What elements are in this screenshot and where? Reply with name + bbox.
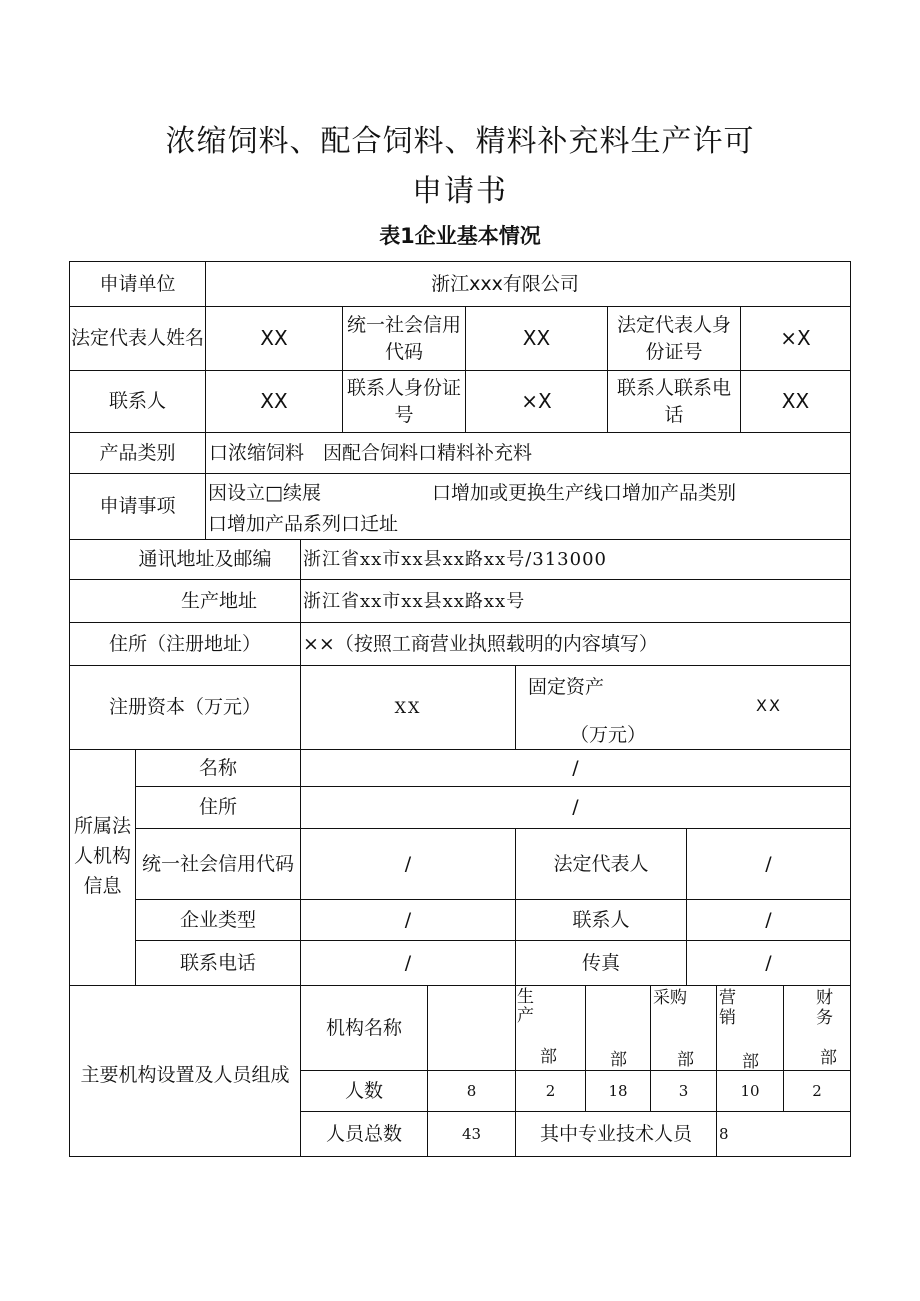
headcount-cell: 8 — [466, 1081, 477, 1100]
dept-unknown-bottom: 部 — [610, 1050, 627, 1070]
headcount-cell: 2 — [812, 1081, 822, 1100]
fixed-assets-label: 固定资产 — [528, 676, 605, 698]
tech-staff-label: 其中专业技术人员 — [539, 1122, 692, 1145]
production-address-label: 生产地址 — [180, 589, 257, 612]
legal-entity-contact-value: / — [765, 908, 772, 931]
legal-rep-id-label: 法定代表人身份证号 — [616, 313, 731, 363]
product-category-label: 产品类别 — [99, 441, 176, 464]
domicile-label: 住所（注册地址） — [108, 632, 261, 655]
total-staff-value: 43 — [461, 1124, 482, 1143]
legal-entity-fax-value: / — [765, 951, 772, 974]
fixed-assets-value: XX — [756, 696, 782, 715]
headcount-label: 人数 — [344, 1079, 383, 1102]
legal-entity-type-value: / — [404, 908, 412, 931]
domicile-value: ××（按照工商营业执照载明的内容填写） — [303, 632, 658, 655]
applicant-value: 浙江xxx有限公司 — [431, 272, 579, 295]
headcount-cell: 10 — [740, 1081, 760, 1100]
apply-item-label: 申请事项 — [99, 495, 176, 517]
contact-id-label: 联系人身份证号 — [346, 376, 461, 426]
fixed-assets-unit: （万元） — [570, 724, 647, 746]
legal-entity-legal-rep-value: / — [765, 852, 772, 875]
org-section-label: 主要机构设置及人员组成 — [80, 1064, 290, 1086]
dept-purchase-bottom: 部 — [677, 1050, 694, 1070]
document-title: 浓缩饲料、配合饲料、精料补充料生产许可 — [165, 124, 755, 159]
registered-capital-label: 注册资本（万元） — [108, 696, 261, 718]
legal-entity-domicile-label: 住所 — [198, 796, 237, 818]
apply-item-option-line: 口增加或更换生产线口增加产品类别 — [432, 482, 737, 504]
headcount-cell: 18 — [608, 1081, 628, 1100]
dept-production-top: 生产 — [517, 987, 534, 1026]
headcount-cell: 2 — [545, 1081, 556, 1100]
legal-rep-name-label: 法定代表人姓名 — [71, 327, 205, 349]
legal-entity-legal-rep-label: 法定代表人 — [553, 852, 649, 875]
legal-entity-contact-label: 联系人 — [572, 908, 630, 931]
contact-id-value: ×X — [521, 389, 552, 413]
dept-sales-bottom: 部 — [742, 1052, 759, 1072]
address-label: 通讯地址及邮编 — [138, 548, 272, 570]
dept-finance-bottom: 部 — [820, 1048, 837, 1068]
legal-entity-type-label: 企业类型 — [179, 908, 256, 931]
table-title: 表1企业基本情况 — [379, 224, 541, 248]
dept-production-bottom: 部 — [540, 1047, 557, 1067]
contact-label: 联系人 — [108, 390, 166, 412]
dept-finance-top: 财务 — [816, 988, 833, 1028]
address-value: 浙江省xx市xx县xx路xx号/313000 — [303, 549, 607, 570]
dept-purchase-top: 采购 — [653, 988, 687, 1008]
production-address-value: 浙江省xx市xx县xx路xx号 — [303, 590, 526, 612]
legal-entity-phone-label: 联系电话 — [179, 951, 256, 974]
document-subtitle: 申请书 — [412, 174, 508, 209]
apply-item-option-new: 因设立□续展 — [208, 482, 321, 504]
legal-rep-name-value: XX — [260, 326, 288, 350]
credit-code-label: 统一社会信用代码 — [346, 313, 461, 363]
credit-code-value: XX — [522, 326, 551, 350]
legal-entity-section-label: 所属法人机构信息 — [73, 815, 131, 897]
total-staff-label: 人员总数 — [325, 1122, 402, 1145]
product-category-value: 口浓缩饲料 因配合饲料口精料补充料 — [209, 441, 533, 464]
legal-entity-phone-value: / — [404, 951, 412, 974]
legal-entity-credit-code-label: 统一社会信用代码 — [141, 852, 294, 875]
org-name-label: 机构名称 — [325, 1016, 402, 1039]
tech-staff-value: 8 — [719, 1124, 729, 1143]
registered-capital-value: XX — [394, 698, 422, 717]
dept-sales-top: 营销 — [719, 988, 736, 1028]
headcount-cell: 3 — [678, 1081, 689, 1100]
contact-phone-label: 联系人联系电话 — [616, 376, 731, 426]
legal-entity-domicile-value: / — [572, 796, 579, 818]
legal-entity-fax-label: 传真 — [581, 951, 620, 974]
applicant-label: 申请单位 — [99, 272, 176, 295]
legal-entity-name-label: 名称 — [198, 756, 237, 779]
legal-entity-name-value: / — [572, 756, 579, 779]
legal-rep-id-value: ×X — [780, 326, 811, 350]
apply-item-option-series: 口增加产品系列口迁址 — [208, 513, 399, 535]
legal-entity-credit-code-value: / — [404, 852, 412, 875]
contact-phone-value: XX — [781, 389, 810, 413]
contact-value: XX — [260, 389, 288, 413]
